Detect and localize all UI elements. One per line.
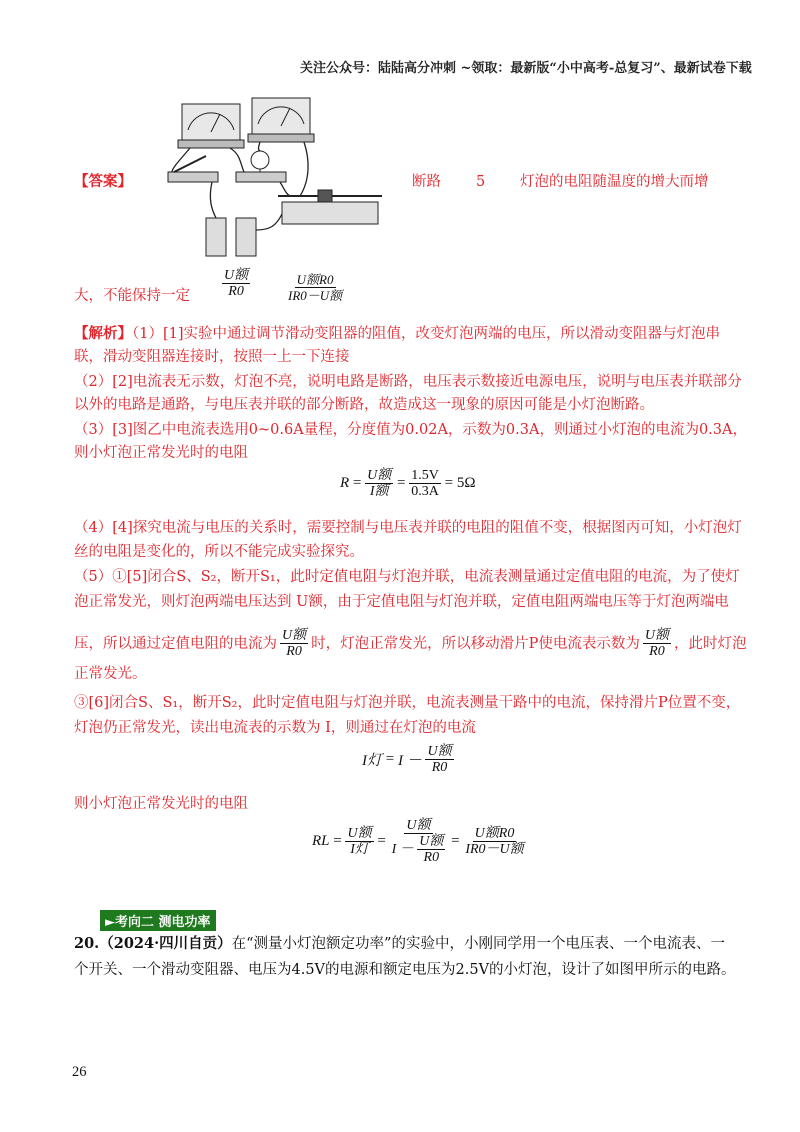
equation-lamp-resistance: RL = $\frac{\text{U额}}{\text{I灯}}$ = U额 I － $\frac{\text{U额}}{R0}$ = $\frac{\text{U额R0}}{\text{IR0－U额}}$: [312, 818, 524, 865]
question-20-line-2: 个开关、一个滑动变阻器、电压为4.5V的电源和额定电压为2.5V的小灯泡，设计了如图甲所示的电路。: [74, 962, 736, 978]
analysis-line-2: 联，滑动变阻器连接时，按照一上一下连接: [74, 349, 350, 365]
analysis-line-10: 泡正常发光，则灯泡两端电压达到 U额，由于定值电阻与灯泡并联，定值电阻两端电压等于灯泡两端电: [74, 594, 729, 610]
equation-resistance: R = $\frac{\text{U额}}{\text{I额}}$ = $\frac{1.5V}{0.3A}$ = 5Ω: [340, 468, 476, 499]
ammeter-icon: [248, 98, 314, 142]
analysis-line-5: （3）[3]图乙中电流表选用0~0.6A量程，分度值为0.02A，示数为0.3A，则通过小灯泡的电流为0.3A，: [74, 422, 747, 438]
answer-fraction-a: $\frac{\text{U额}}{R0}$: [224, 268, 249, 299]
equation-lamp-current: I灯 = I － $\frac{\text{U额}}{R0}$: [362, 744, 452, 775]
circuit-apparatus-figure: [160, 90, 390, 260]
analysis-line-1: 【解析】（1）[1]实验中通过调节滑动变阻器的阻值，改变灯泡两端的电压，所以滑动变阻器与灯泡串: [74, 325, 721, 342]
analysis-line-7: （4）[4]探究电流与电压的关系时，需要控制与电压表并联的电阻的阻值不变，根据图丙可知，小灯泡灯: [74, 520, 742, 536]
answer-label: 【答案】: [74, 173, 132, 190]
section-banner: ►考向二 测电功率: [100, 910, 216, 931]
rheostat-icon: [278, 190, 382, 224]
answer-line-2: 大，不能保持一定: [74, 288, 190, 304]
answer-item-2: 5: [476, 174, 486, 190]
answer-item-1: 断路: [412, 174, 441, 190]
analysis-line-13: ③[6]闭合S、S₁，断开S₂，此时定值电阻与灯泡并联，电流表测量干路中的电流，保持滑片P位置不变，: [74, 695, 741, 711]
answer-fraction-b: $\frac{\text{U额R0}}{\text{IR0－U额}}$: [288, 272, 343, 303]
voltmeter-icon: [178, 104, 244, 148]
answer-item-3: 灯泡的电阻随温度的增大而增: [520, 174, 709, 190]
question-20-line-1: 20.（2024·四川自贡）在“测量小灯泡额定功率”的实验中，小刚同学用一个电压表、一个电流表、一: [74, 935, 725, 952]
analysis-line-15: 则小灯泡正常发光时的电阻: [74, 796, 248, 812]
analysis-line-12: 正常发光。: [74, 666, 147, 682]
page-header: 关注公众号：陆陆高分冲刺 ~领取：最新版“小中高考-总复习”、最新试卷下载: [300, 61, 752, 76]
battery-icon: [206, 218, 256, 256]
analysis-line-8: 丝的电阻是变化的，所以不能完成实验探究。: [74, 544, 364, 560]
analysis-line-14: 灯泡仍正常发光，读出电流表的示数为 I，则通过在灯泡的电流: [74, 720, 476, 736]
analysis-line-3: （2）[2]电流表无示数，灯泡不亮，说明电路是断路，电压表示数接近电源电压，说明与电压表并联部分: [74, 374, 742, 390]
analysis-line-4: 以外的电路是通路，与电压表并联的部分断路，故造成这一现象的原因可能是小灯泡断路。: [74, 397, 654, 413]
switch-icon: [168, 156, 218, 182]
analysis-line-11: 压，所以通过定值电阻的电流为 $\frac{\text{U额}}{R0}$ 时，灯泡正常发光，所以移动滑片P使电流表示数为 $\frac{\text{U额}}{R0}$ ，此时灯泡: [74, 628, 747, 659]
analysis-line-9: （5）①[5]闭合S、S₂，断开S₁，此时定值电阻与灯泡并联，电流表测量通过定值电阻的电流，为了使灯: [74, 569, 740, 585]
lamp-icon: [236, 151, 286, 182]
analysis-line-6: 则小灯泡正常发光时的电阻: [74, 445, 248, 461]
page-number: 26: [72, 1064, 87, 1080]
